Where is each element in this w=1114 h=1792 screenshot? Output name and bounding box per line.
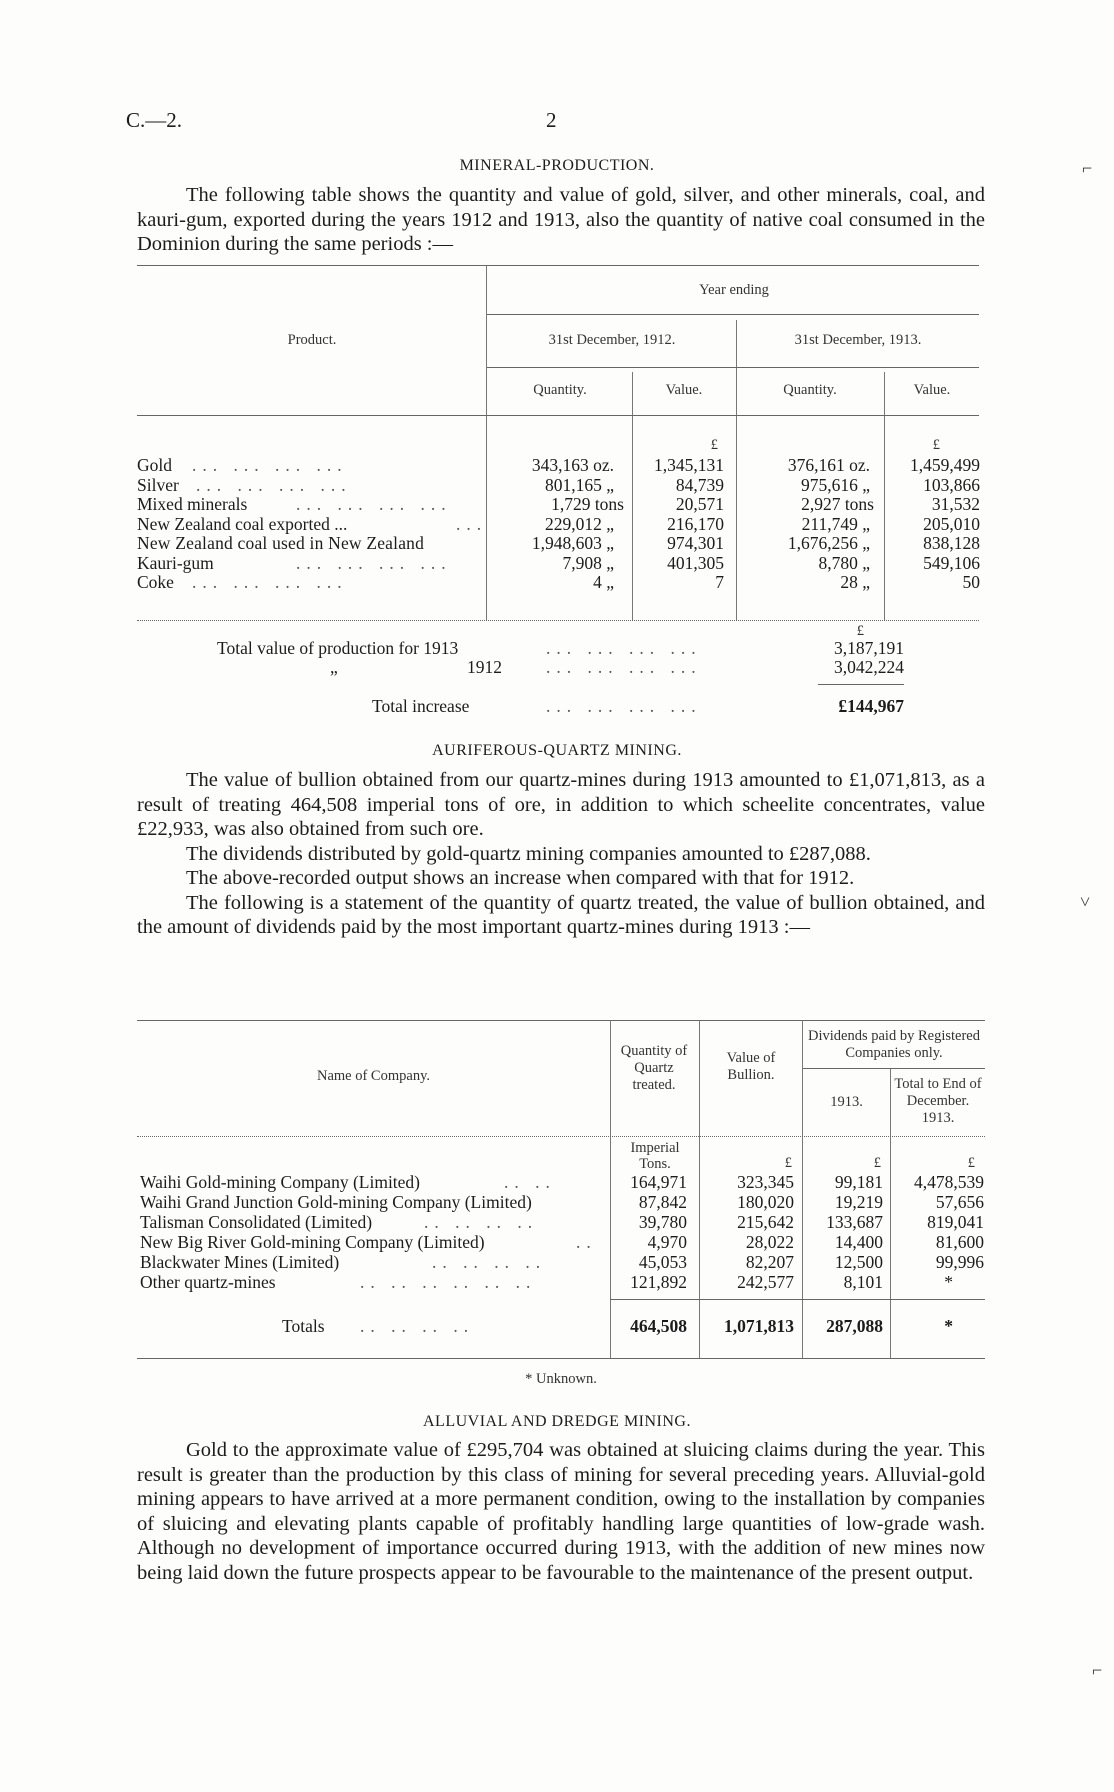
quartz-mining-paragraphs xyxy=(137,768,985,940)
col-header-quantity-1913: Quantity. xyxy=(783,382,837,398)
ditto-mark: „ xyxy=(330,657,338,677)
leader-dots: .. .. .. .. xyxy=(432,1252,547,1272)
total-label-1912: 1912 xyxy=(467,657,502,677)
company-name: Waihi Grand Junction Gold-mining Company (Limited) xyxy=(140,1192,532,1212)
currency-symbol: £ xyxy=(710,437,718,453)
leader-dots: .. .. .. .. .. .. xyxy=(360,1272,537,1292)
total-value-1913: 3,187,191 xyxy=(834,638,904,658)
bullion-value: 242,577 xyxy=(737,1272,794,1292)
table-rule xyxy=(487,314,979,315)
col-header-value-1913: Value. xyxy=(913,382,951,398)
table-rule xyxy=(137,1136,985,1137)
quartz-quantity: 39,780 xyxy=(638,1212,687,1232)
col-header-company: Name of Company. xyxy=(316,1068,431,1084)
section-heading-alluvial-dredge: ALLUVIAL AND DREDGE MINING. xyxy=(423,1413,691,1430)
bullion-value: 180,020 xyxy=(737,1192,794,1212)
quantity-1912: 1,948,603 „ xyxy=(531,533,614,553)
col-header-value-1912: Value. xyxy=(665,382,703,398)
col-header-product: Product. xyxy=(287,332,337,348)
total-increase-label: Total increase xyxy=(372,696,470,716)
dividends-1913: 8,101 xyxy=(843,1272,883,1292)
currency-symbol: £ xyxy=(784,1155,792,1171)
dividends-total: 81,600 xyxy=(935,1232,984,1252)
dividends-1913: 14,400 xyxy=(834,1232,883,1252)
dividends-total: 99,996 xyxy=(935,1252,984,1272)
value-1913: 1,459,499 xyxy=(910,455,980,475)
table-rule xyxy=(486,265,487,620)
bullion-value: 28,022 xyxy=(745,1232,794,1252)
leader-dots: ... ... ... ... xyxy=(196,474,352,495)
quantity-1912: 343,163 oz. xyxy=(531,455,614,475)
col-header-year-ending: Year ending xyxy=(699,282,769,298)
document-reference: C.—2. xyxy=(126,108,183,132)
quantity-1912: 1,729 tons xyxy=(551,494,624,514)
company-name: Talisman Consolidated (Limited) xyxy=(140,1212,373,1232)
dividends-total: 819,041 xyxy=(927,1212,984,1232)
value-1912: 974,301 xyxy=(667,533,724,553)
currency-symbol: £ xyxy=(967,1155,975,1171)
col-header-quantity: Quantity of Quartz treated. xyxy=(620,1043,688,1093)
section-heading-mineral-production: MINERAL-PRODUCTION. xyxy=(459,157,655,174)
quartz-quantity: 4,970 xyxy=(647,1232,687,1252)
leader-dots: .. .. xyxy=(504,1172,556,1192)
sum-rule xyxy=(818,684,904,685)
total-label-1913: Total value of production for 1913 xyxy=(217,638,459,658)
value-1912: 216,170 xyxy=(667,513,724,534)
bullion-value: 323,345 xyxy=(737,1172,794,1192)
table-rule xyxy=(803,1068,985,1069)
total-increase-value: £144,967 xyxy=(838,696,904,716)
dividends-total: 4,478,539 xyxy=(914,1172,984,1192)
quantity-1913: 1,676,256 „ xyxy=(787,533,870,553)
currency-symbol: £ xyxy=(932,437,940,453)
leader-dots: ... ... ... ... xyxy=(546,638,702,658)
total-quantity: 464,508 xyxy=(630,1316,687,1336)
quantity-1912: 801,165 „ xyxy=(544,474,614,495)
quartz-quantity: 45,053 xyxy=(638,1252,687,1272)
col-header-quantity-1912: Quantity. xyxy=(533,382,587,398)
total-dividends-1913: 287,088 xyxy=(826,1316,883,1336)
paragraph-text: The above-recorded output shows an increase when compared with that for 1912. xyxy=(186,867,855,889)
page-number: 2 xyxy=(546,108,557,132)
leader-dots: ... ... ... ... xyxy=(192,572,348,592)
quantity-1912: 4 „ xyxy=(593,572,614,592)
table-rule xyxy=(137,1358,985,1359)
quantity-1913: 28 „ xyxy=(840,572,870,592)
paragraph-text: The dividends distributed by gold-quartz mining companies amounted to £287,088. xyxy=(186,842,871,865)
totals-label: Totals xyxy=(282,1316,325,1336)
currency-symbol: £ xyxy=(873,1155,881,1171)
quartz-quantity: 87,842 xyxy=(638,1192,687,1212)
col-header-dividends: Dividends paid by Registered Companies only. xyxy=(808,1028,980,1061)
mineral-intro-paragraph xyxy=(137,183,985,257)
dividends-1913: 12,500 xyxy=(834,1252,883,1272)
quantity-1913: 975,616 „ xyxy=(800,474,870,495)
product-name: Kauri-gum xyxy=(137,552,214,573)
margin-mark: ⌐ xyxy=(1092,1660,1103,1680)
margin-mark: ˅ xyxy=(1080,892,1091,912)
table-rule xyxy=(487,367,979,368)
value-1913: 50 xyxy=(962,572,980,592)
dividends-1913: 99,181 xyxy=(834,1172,883,1192)
paragraph-text: Gold to the approximate value of £295,704 was obtained at sluicing claims during the year. This result is greater than the production by this class of mining for several preceding years. Alluvial-gold mining appears to have arrived at a more permanent condition, owing to the installation by companies of sluicing and elevating plants capable of profitably handling large quantities of low-grade wash. Although no development of importance occurred during 1913, with the addition of new mines now being laid down the future prospects appear to be favourable to the maintenance of the present output. xyxy=(137,1439,985,1584)
value-1913: 31,532 xyxy=(931,494,980,514)
quantity-1913: 2,927 tons xyxy=(801,494,874,514)
product-name: Silver xyxy=(137,474,179,495)
leader-dots: .. xyxy=(576,1232,597,1252)
unit-imperial-tons: Imperial Tons. xyxy=(630,1140,680,1172)
value-1912: 401,305 xyxy=(667,552,724,573)
dividends-total: 57,656 xyxy=(935,1192,984,1212)
quartz-quantity: 121,892 xyxy=(630,1272,687,1292)
alluvial-paragraph xyxy=(137,1438,985,1585)
col-header-dividends-1913: 1913. xyxy=(830,1094,863,1110)
product-name: Mixed minerals xyxy=(137,494,248,514)
product-name: Coke xyxy=(137,572,174,592)
bullion-value: 215,642 xyxy=(737,1212,794,1232)
leader-dots: .. .. .. .. xyxy=(360,1316,475,1336)
dividends-1913: 19,219 xyxy=(834,1192,883,1212)
quantity-1913: 211,749 „ xyxy=(801,513,870,534)
table-rule xyxy=(610,1299,985,1300)
value-1913: 549,106 xyxy=(923,552,980,573)
quantity-1913: 8,780 „ xyxy=(818,552,870,573)
value-1912: 1,345,131 xyxy=(654,455,724,475)
value-1912: 7 xyxy=(715,572,724,592)
table-rule xyxy=(137,415,979,416)
quantity-1913: 376,161 oz. xyxy=(787,455,870,475)
dividends-1913: 133,687 xyxy=(826,1212,883,1232)
paragraph-text: The value of bullion obtained from our quartz-mines during 1913 amounted to £1,071,813, as a result of treating 464,508 imperial tons of ore, in addition to which scheelite concentrates, value £22,933, was also obtained from such ore. xyxy=(137,769,985,840)
leader-dots: ... ... ... ... xyxy=(296,552,452,573)
company-name: Other quartz-mines xyxy=(140,1272,276,1292)
quartz-quantity: 164,971 xyxy=(630,1172,687,1192)
product-name: New Zealand coal used in New Zealand xyxy=(137,533,425,553)
col-header-1913: 31st December, 1913. xyxy=(794,332,922,348)
col-header-value: Value of Bullion. xyxy=(726,1050,776,1083)
leader-dots: ... ... ... ... xyxy=(546,657,702,677)
col-header-dividends-total: Total to End of December. 1913. xyxy=(894,1076,982,1126)
leader-dots: ... ... ... ... xyxy=(192,455,348,475)
leader-dots: ... ... ... ... xyxy=(296,494,452,514)
company-name: Blackwater Mines (Limited) xyxy=(140,1252,340,1272)
paragraph-text: The following is a statement of the quantity of quartz treated, the value of bullion obtained, and the amount of dividends paid by the most important quartz-mines during 1913 :— xyxy=(137,891,985,938)
value-1913: 838,128 xyxy=(923,533,980,553)
section-heading-auriferous-quartz: AURIFEROUS-QUARTZ MINING. xyxy=(432,742,682,759)
table-footnote: * Unknown. xyxy=(525,1371,597,1387)
currency-symbol: £ xyxy=(856,623,864,639)
leader-dots: ... ... ... ... xyxy=(546,696,702,716)
value-1913: 103,866 xyxy=(923,474,980,495)
company-name: Waihi Gold-mining Company (Limited) xyxy=(140,1172,421,1192)
table-rule xyxy=(137,620,979,621)
company-name: New Big River Gold-mining Company (Limited) xyxy=(140,1232,485,1252)
table-rule xyxy=(610,1020,611,1358)
value-1912: 20,571 xyxy=(675,494,724,514)
dividends-total: * xyxy=(944,1272,953,1292)
total-value-1912: 3,042,224 xyxy=(834,657,904,677)
table-rule xyxy=(137,265,979,266)
value-1913: 205,010 xyxy=(923,513,980,534)
total-bullion-value: 1,071,813 xyxy=(724,1316,794,1336)
value-1912: 84,739 xyxy=(675,474,724,495)
bullion-value: 82,207 xyxy=(745,1252,794,1272)
leader-dots: .. .. .. .. xyxy=(424,1212,539,1232)
quantity-1912: 7,908 „ xyxy=(562,552,614,573)
table-rule xyxy=(137,1020,985,1021)
leader-dots: ... xyxy=(456,513,488,534)
quantity-1912: 229,012 „ xyxy=(544,513,614,534)
col-header-1912: 31st December, 1912. xyxy=(548,332,676,348)
margin-mark: ⌐ xyxy=(1082,158,1093,178)
product-name: Gold xyxy=(137,455,172,475)
paragraph-text: The following table shows the quantity and value of gold, silver, and other minerals, coal, and kauri-gum, exported during the years 1912 and 1913, also the quantity of native coal consumed in the Dominion during the same periods :— xyxy=(137,184,985,255)
product-name: New Zealand coal exported ... xyxy=(137,513,348,534)
total-dividends-to-date: * xyxy=(944,1316,953,1336)
